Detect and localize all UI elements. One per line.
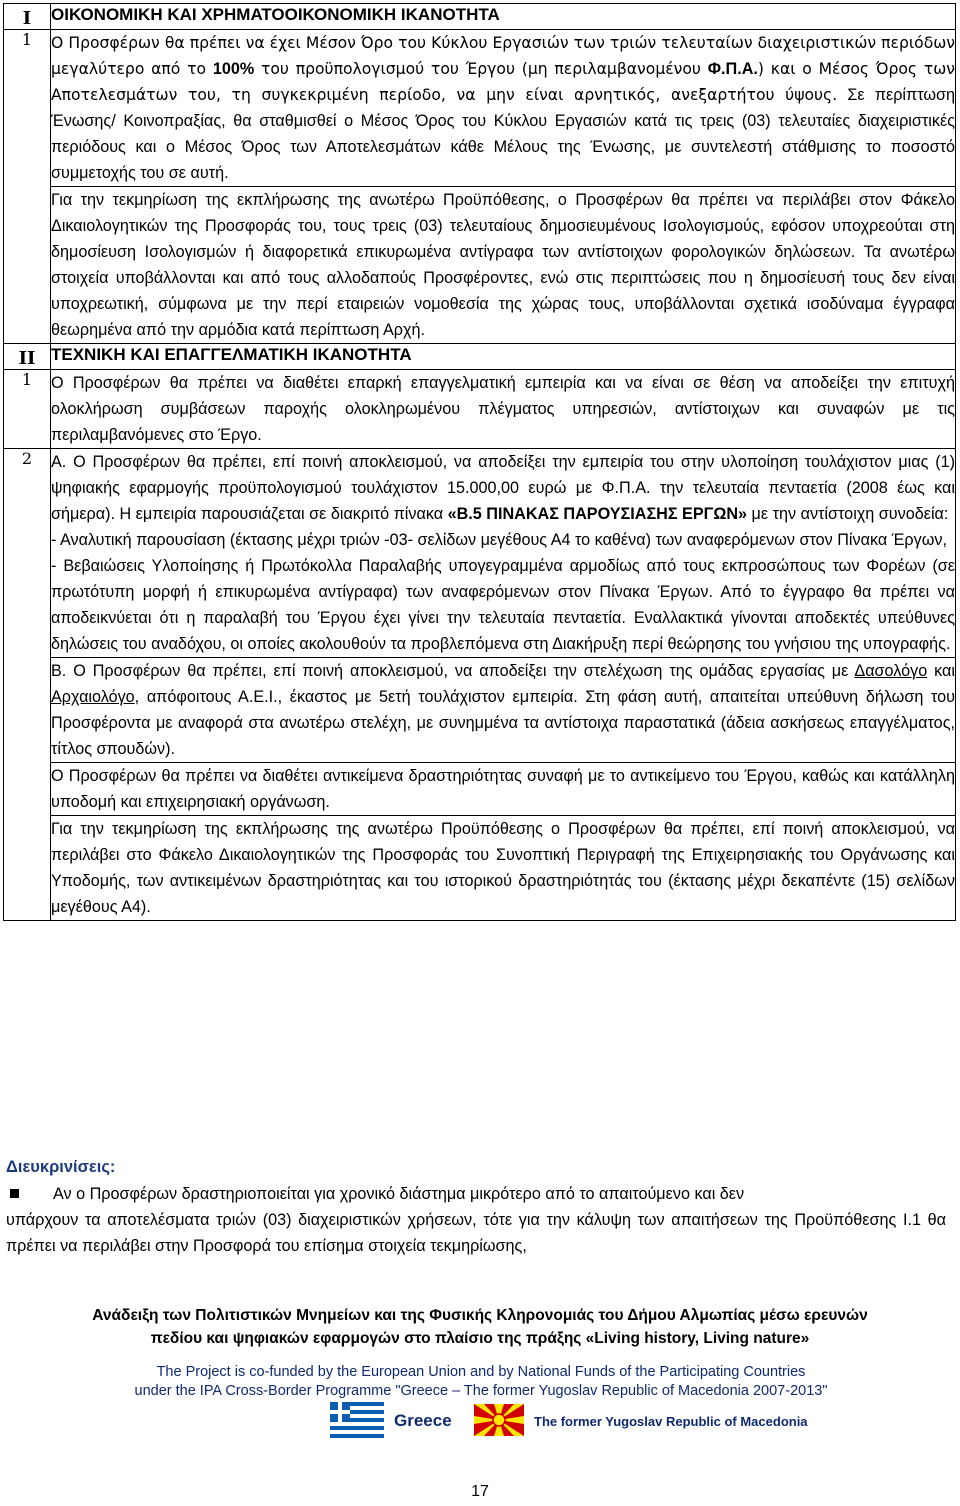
eu-cofunding-banner: [72, 1360, 890, 1446]
clarification-bullet-first-line: Αν ο Προσφέρων δραστηριοποιείται για χρονικό διάστημα μικρότερο από το απαιτούμενο και δεν: [53, 1185, 745, 1203]
project-title: Ανάδειξη των Πολιτιστικών Μνημείων και της Φυσικής Κληρονομιάς του Δήμου Αλμωπίας μέσω ερευνών πεδίου και ψηφιακών εφαρμογών στο πλαίσιο της πράξης «Living history, Living nature»: [92, 1307, 868, 1347]
section-2-row-1: [4, 370, 956, 449]
section-2-heading: ΤΕΧΝΙΚΗ ΚΑΙ ΕΠΑΓΓΕΛΜΑΤΙΚΗ ΙΚΑΝΟΤΗΤΑ: [51, 344, 956, 370]
section-1-roman-cell: I: [4, 4, 51, 30]
clarifications: [6, 1158, 946, 1259]
section-2-row-2-b: [4, 658, 956, 763]
section-1-heading: ΟΙΚΟΝΟΜΙΚΗ ΚΑΙ ΧΡΗΜΑΤΟΟΙΚΟΝΟΜΙΚΗ ΙΚΑΝΟΤΗΤΑ: [51, 4, 956, 30]
requirement-a-item-2: - Βεβαιώσεις Υλοποίησης ή Πρωτόκολλα Παραλαβής υπογεγραμμένα αρμοδίως από τους εκπροσώπους των Φορέων (σε πρωτότυπη μορφή ή επικυρωμένα αντίγραφα) των αναφερόμενων στον Πίνακα Έργων. Από το έγγραφο θα πρέπει να αποδεικνύεται ότι η παραλαβή του Έργου έχει γίνει την τελευταία πενταετία. Εναλλακτικά γίνονται αποδεκτές υπεύθυνες δηλώσεις του αναδόχου, οι οποίες ακολουθούν τα προβλεπόμενα στη Διακήρυξη περί θεώρησης του γνήσιου της υπογραφής.: [51, 557, 955, 653]
macedonia-label: The former Yugoslav Republic of Macedonia: [534, 1414, 808, 1429]
requirement-infrastructure: Ο Προσφέρων θα πρέπει να διαθέτει αντικείμενα δραστηριότητας συναφή με το αντικείμενο του Έργου, καθώς και κατάλληλη υποδομή και επιχειρησιακή οργάνωση.: [51, 767, 955, 811]
requirement-a: Α. Ο Προσφέρων θα πρέπει, επί ποινή αποκλεισμού, να αποδείξει την εμπειρία του στην υλοποίηση τουλάχιστον μιας (1) ψηφιακής εφαρμογής προϋπολογισμού τουλάχιστον 15.000,00 ευρώ με Φ.Π.Α. την τελευταία πενταετία (2008 έως και σήμερα). Η εμπειρία παρουσιάζεται σε διακριτό πίνακα «Β.5 ΠΙΝΑΚΑΣ ΠΑΡΟΥΣΙΑΣΗΣ ΕΡΓΩΝ» με την αντίστοιχη συνοδεία:: [51, 453, 955, 523]
square-bullet-icon: [10, 1189, 19, 1198]
section-1-row-number: 1: [4, 30, 51, 344]
section-2-heading-row: [4, 344, 956, 370]
requirement-b: Β. Ο Προσφέρων θα πρέπει, επί ποινή αποκλεισμού, να αποδείξει την στελέχωση της ομάδας εργασίας με Δασολόγο και Αρχαιολόγο, απόφοιτους Α.Ε.Ι., έκαστος με 5ετή τουλάχιστον εμπειρία. Στη φάση αυτή, απαιτείται υπεύθυνη δήλωση του Προσφέροντα με αναφορά στα ανωτέρω στελέχη, με συνημμένα τα αντίστοιχα παραστατικά (άδεια ασκήσεως επαγγέλματος, τίτλος σπουδών).: [51, 662, 955, 758]
requirement-a-item-1: - Αναλυτική παρουσίαση (έκτασης μέχρι τριών -03- σελίδων μεγέθους Α4 το καθένα) των αναφερόμενων στον Πίνακα Έργων,: [51, 531, 947, 549]
section-1-heading-row: [4, 4, 956, 30]
section-2-row-2-infrastructure: [4, 763, 956, 816]
section-2-row-1-number: 1: [4, 370, 51, 449]
greece-flag-icon: [330, 1402, 384, 1438]
requirement-infrastructure-documentation: Για την τεκμηρίωση της εκπλήρωσης της ανωτέρω Προϋπόθεσης ο Προσφέρων θα πρέπει, επί ποινή αποκλεισμού, να περιλάβει στο Φάκελο Δικαιολογητικών της Προσφοράς του Συνοπτική Περιγραφή της Επιχειρησιακής του Οργάνωσης και Υποδομής, των αντικειμένων δραστηριότητας και του ιστορικού δραστηριότητάς του (έκτασης μέχρι δεκαπέντε (15) σελίδων μεγέθους Α4).: [51, 820, 955, 916]
clarification-bullet: [6, 1181, 946, 1207]
clarifications-title: Διευκρινίσεις:: [6, 1158, 116, 1176]
section-1-paragraph-2: Για την τεκμηρίωση της εκπλήρωσης της ανωτέρω Προϋπόθεσης, ο Προσφέρων θα πρέπει να περιλάβει στον Φάκελο Δικαιολογητικών της Προσφοράς του, τους τρεις (03) τελευταίους δημοσιευμένους Ισολογισμούς, εφόσον υποχρεούται στη δημοσίευση Ισολογισμών ή διαφορετικά επικυρωμένα αντίγραφα των αντίστοιχων φορολογικών δηλώσεων. Τα ανωτέρω στοιχεία υποβάλλονται και από τους αλλοδαπούς Προσφέροντες, ενώ στις περιπτώσεις που η δημοσίευσή τους δεν είναι υποχρεωτική, σύμφωνα με την περί εταιρειών νομοθεσία της χώρας τους, υποβάλλονται σχετικά ισοδύναμα έγγραφα θεωρημένα από την αρμόδια κατά περίπτωση Αρχή.: [51, 191, 955, 339]
section-1-paragraph-1: Ο Προσφέρων θα πρέπει να έχει Μέσον Όρο του Κύκλου Εργασιών των τριών τελευταίων διαχειριστικών περιόδων μεγαλύτερο από το 100% του προϋπολογισμού του Έργου (μη περιλαμβανομένου Φ.Π.Α.) και ο Μέσος Όρος των Αποτελεσμάτων του, τη συγκεκριμένη περίοδο, να μην είναι αρνητικός, ανεξαρτήτου ύψους. Σε περίπτωση Ένωσης/ Κοινοπραξίας, θα σταθμισθεί ο Μέσος Όρος του Κύκλου Εργασιών κατά τις τρεις (03) τελευταίες διαχειριστικές περιόδους και ο Μέσος Όρος των Αποτελεσμάτων κάθε Μέλους της Ένωσης, με συντελεστή στάθμισης το ποσοστό συμμετοχής του σε αυτή.: [51, 34, 956, 182]
greece-label: Greece: [394, 1411, 452, 1430]
section-2-row-1-text: Ο Προσφέρων θα πρέπει να διαθέτει επαρκή επαγγελματική εμπειρία και να είναι σε θέση να αποδείξει την επιτυχή ολοκλήρωση συμβάσεων παροχής ολοκληρωμένου πλέγματος υπηρεσιών, αντίστοιχων και συναφών με τις περιλαμβανόμενες στο Έργο.: [51, 374, 955, 444]
section-2-roman-cell: II: [4, 344, 51, 370]
section-2-row-2: [4, 449, 956, 658]
page-number: 17: [471, 1483, 489, 1500]
section-1-row-1: [4, 30, 956, 187]
clarification-bullet-continuation: υπάρχουν τα αποτελέσματα τριών (03) διαχειριστικών χρήσεων, τότε για την κάλυψη των απαιτήσεων της Προϋπόθεσης Ι.1 θα πρέπει να περιλάβει στην Προσφορά του επίσημα στοιχεία τεκμηρίωσης,: [6, 1211, 946, 1255]
section-2-row-2-number: 2: [4, 449, 51, 921]
macedonia-flag-icon: [474, 1404, 524, 1436]
banner-line-2: under the IPA Cross-Border Programme "Greece – The former Yugoslav Republic of Macedonia 2007-2013": [134, 1383, 828, 1399]
section-1-row-1-documentation: [4, 187, 956, 344]
requirements-table: [3, 3, 956, 921]
section-2-row-2-documentation: [4, 816, 956, 921]
banner-line-1: The Project is co-funded by the European Union and by National Funds of the Participating Countries: [156, 1364, 806, 1380]
